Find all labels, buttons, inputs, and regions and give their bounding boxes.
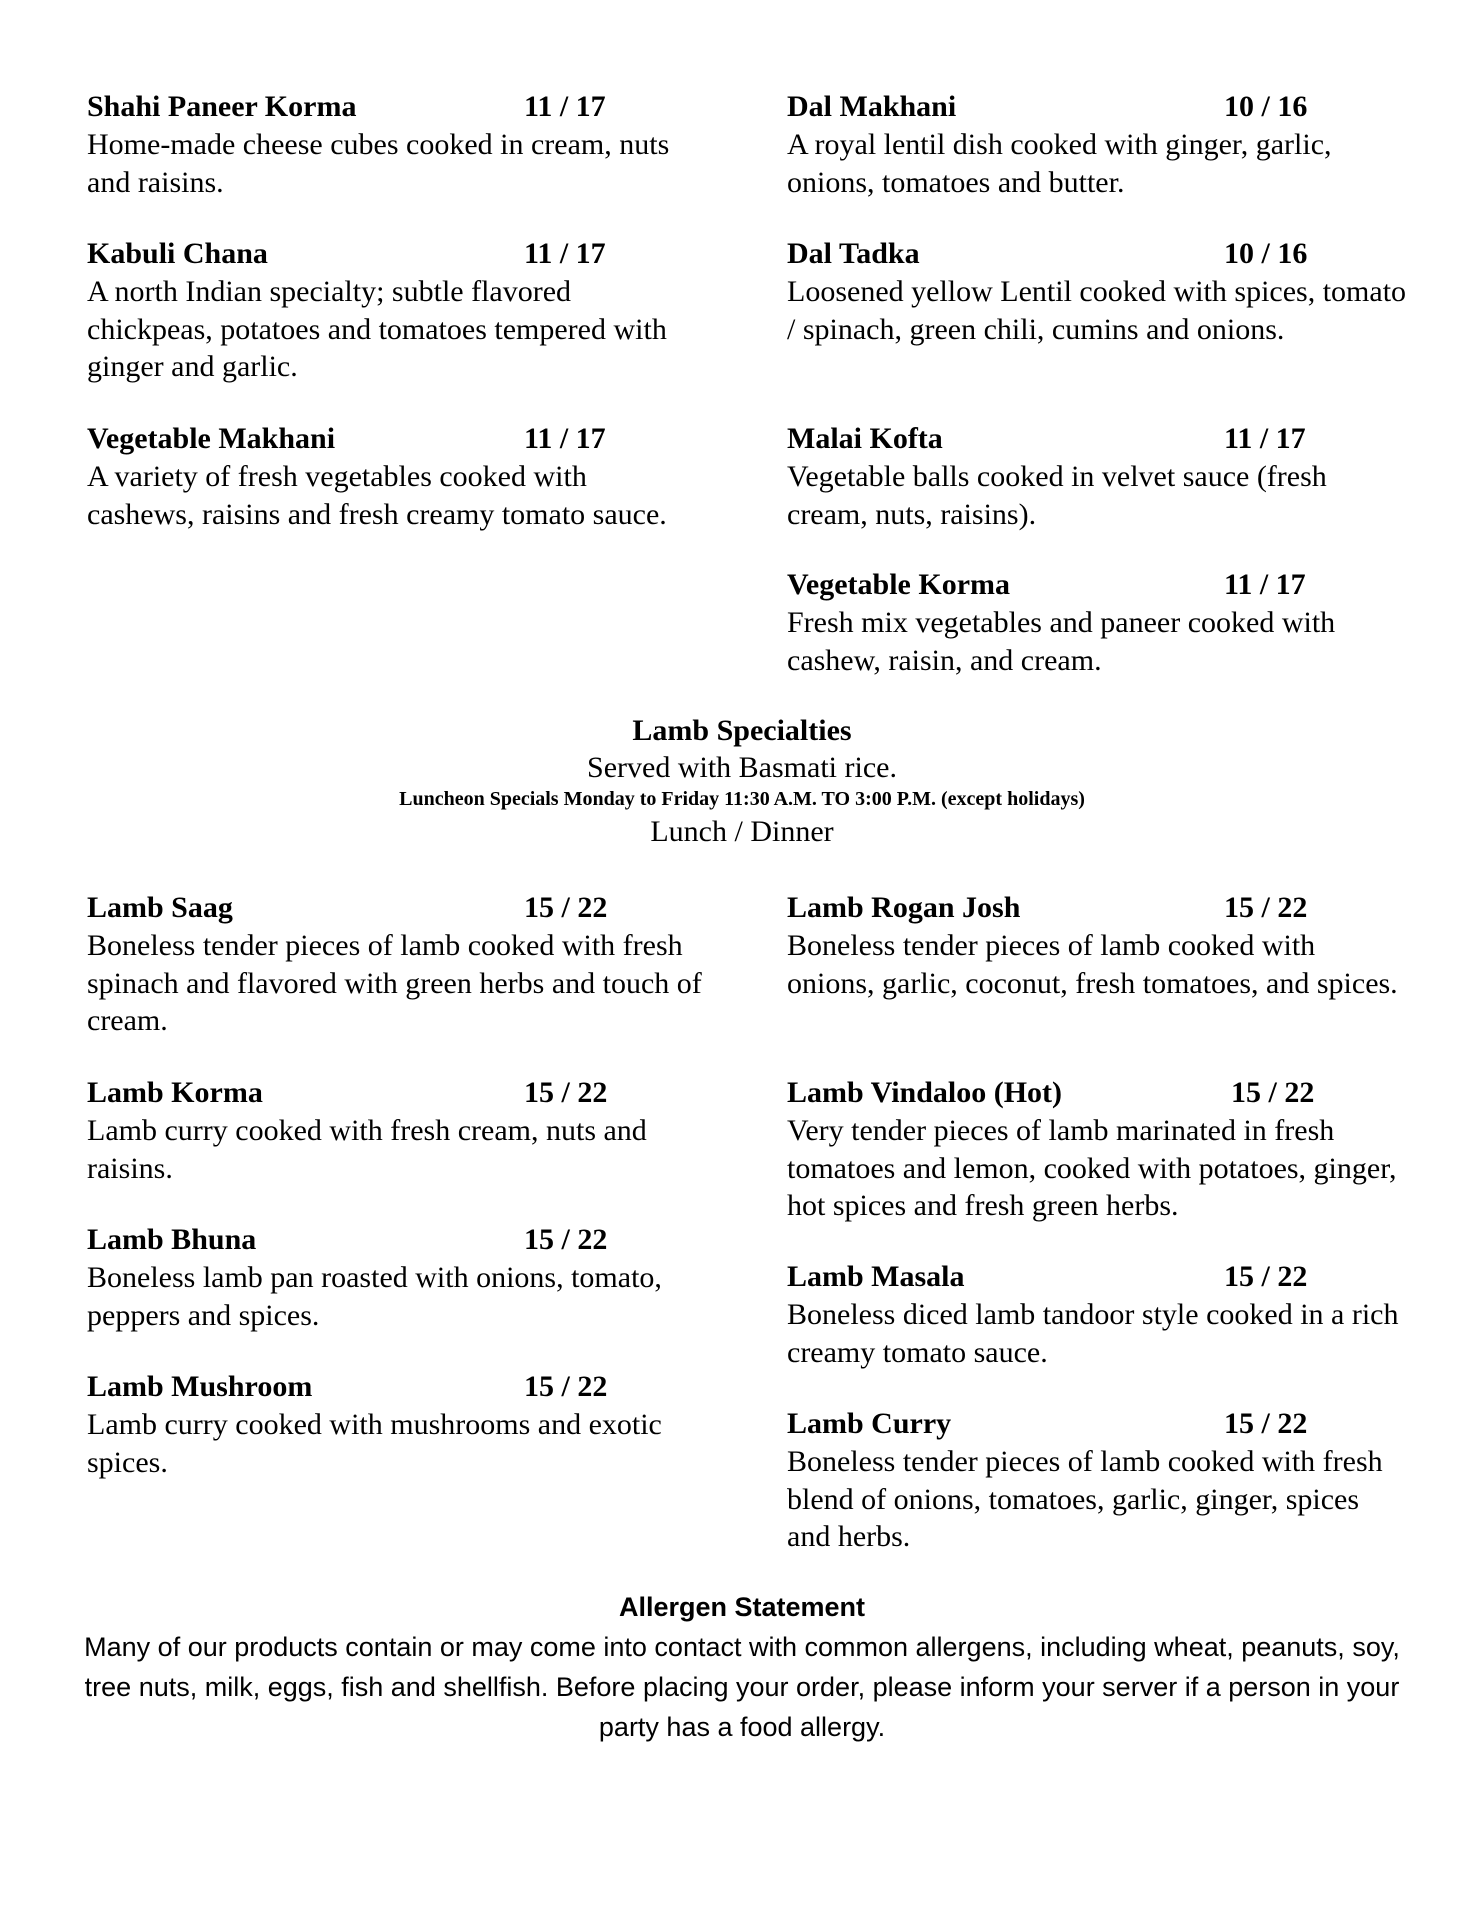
item-description: Boneless diced lamb tandoor style cooked in a rich creamy tomato sauce. — [787, 1298, 1399, 1369]
item-price: 10 / 16 — [1224, 90, 1308, 123]
menu-item-lamb-rogan-josh — [787, 889, 1407, 1002]
item-name: Kabuli Chana — [87, 237, 268, 270]
item-name: Vegetable Makhani — [87, 422, 336, 455]
item-description: Lamb curry cooked with fresh cream, nuts and raisins. — [87, 1114, 647, 1185]
item-description: A variety of fresh vegetables cooked with cashews, raisins and fresh creamy tomato sauce. — [87, 460, 667, 531]
item-name: Lamb Masala — [787, 1260, 965, 1293]
allergen-title: Allergen Statement — [618, 1592, 866, 1622]
luncheon-note: Luncheon Specials Monday to Friday 11:30 A.M. TO 3:00 P.M. (except holidays) — [399, 788, 1085, 810]
menu-item-dal-tadka — [787, 235, 1407, 348]
section-title: Lamb Specialties — [632, 714, 852, 747]
item-price: 11 / 17 — [1224, 568, 1306, 601]
lunch-dinner-label: Lunch / Dinner — [650, 815, 834, 848]
item-price: 11 / 17 — [524, 237, 606, 270]
item-description: Boneless tender pieces of lamb cooked with onions, garlic, coconut, fresh tomatoes, and spices. — [787, 929, 1398, 1000]
menu-item-lamb-korma — [87, 1074, 707, 1187]
menu-item-vegetable-makhani — [87, 420, 687, 533]
menu-item-lamb-curry — [787, 1405, 1407, 1556]
item-description: Very tender pieces of lamb marinated in fresh tomatoes and lemon, cooked with potatoes, ginger, hot spices and fresh green herbs. — [787, 1114, 1397, 1222]
item-name: Lamb Saag — [87, 891, 233, 924]
item-name: Shahi Paneer Korma — [87, 90, 357, 123]
item-price: 15 / 22 — [524, 1076, 608, 1109]
item-description: Fresh mix vegetables and paneer cooked with cashew, raisin, and cream. — [787, 606, 1336, 677]
item-price: 11 / 17 — [524, 422, 606, 455]
item-name: Vegetable Korma — [787, 568, 1011, 601]
menu-item-lamb-vindaloo — [787, 1074, 1407, 1225]
item-name: Lamb Bhuna — [87, 1223, 257, 1256]
item-name: Malai Kofta — [787, 422, 943, 455]
lamb-specialties-header — [0, 712, 1484, 850]
menu-item-shahi-paneer-korma — [87, 88, 687, 201]
item-description: Boneless tender pieces of lamb cooked with fresh spinach and flavored with green herbs and touch of cream. — [87, 929, 702, 1037]
item-description: Vegetable balls cooked in velvet sauce (fresh cream, nuts, raisins). — [787, 460, 1327, 531]
item-description: Home-made cheese cubes cooked in cream, nuts and raisins. — [87, 128, 670, 199]
menu-item-vegetable-korma — [787, 566, 1407, 679]
menu-item-lamb-mushroom — [87, 1368, 687, 1481]
item-name: Lamb Mushroom — [87, 1370, 313, 1403]
item-description: A north Indian specialty; subtle flavored chickpeas, potatoes and tomatoes tempered with ginger and garlic. — [87, 275, 667, 383]
item-name: Dal Tadka — [787, 237, 920, 270]
allergen-text: Many of our products contain or may come into contact with common allergens, including wheat, peanuts, soy, tree nuts, milk, eggs, fish and shellfish. Before placing your order, please inform your server if a person in your party has a food allergy. — [84, 1632, 1400, 1742]
menu-item-kabuli-chana — [87, 235, 687, 386]
item-description: Loosened yellow Lentil cooked with spices, tomato / spinach, green chili, cumins and onions. — [787, 275, 1407, 346]
menu-item-lamb-bhuna — [87, 1221, 687, 1334]
item-price: 15 / 22 — [524, 1223, 608, 1256]
item-price: 15 / 22 — [1231, 1076, 1315, 1109]
item-name: Lamb Curry — [787, 1407, 952, 1440]
menu-item-malai-kofta — [787, 420, 1407, 533]
section-subtitle: Served with Basmati rice. — [587, 751, 897, 784]
item-description: A royal lentil dish cooked with ginger, garlic, onions, tomatoes and butter. — [787, 128, 1332, 199]
item-price: 15 / 22 — [524, 891, 608, 924]
item-description: Boneless tender pieces of lamb cooked with fresh blend of onions, tomatoes, garlic, ginger, spices and herbs. — [787, 1445, 1383, 1553]
allergen-statement — [60, 1587, 1424, 1747]
item-price: 15 / 22 — [524, 1370, 608, 1403]
menu-item-lamb-masala — [787, 1258, 1407, 1371]
item-price: 11 / 17 — [1224, 422, 1306, 455]
item-name: Dal Makhani — [787, 90, 957, 123]
item-name: Lamb Vindaloo (Hot) — [787, 1076, 1063, 1109]
menu-item-lamb-saag — [87, 889, 707, 1040]
item-description: Lamb curry cooked with mushrooms and exotic spices. — [87, 1408, 662, 1479]
menu-item-dal-makhani — [787, 88, 1407, 201]
item-price: 15 / 22 — [1224, 1260, 1308, 1293]
item-description: Boneless lamb pan roasted with onions, tomato, peppers and spices. — [87, 1261, 662, 1332]
item-price: 11 / 17 — [524, 90, 606, 123]
item-name: Lamb Rogan Josh — [787, 891, 1021, 924]
item-price: 15 / 22 — [1224, 1407, 1308, 1440]
item-price: 10 / 16 — [1224, 237, 1308, 270]
item-price: 15 / 22 — [1224, 891, 1308, 924]
item-name: Lamb Korma — [87, 1076, 263, 1109]
